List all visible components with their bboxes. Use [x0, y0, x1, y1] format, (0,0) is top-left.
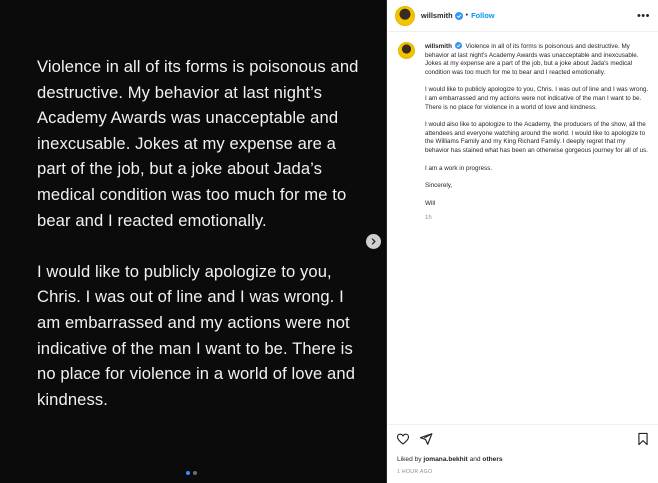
caption-paragraph-5: Sincerely,: [425, 182, 453, 190]
caption-timestamp[interactable]: 1h: [425, 215, 432, 222]
carousel-next-button[interactable]: [366, 234, 381, 249]
carousel-indicator: [186, 471, 197, 475]
post-sidebar: [388, 0, 658, 483]
caption-body: [425, 42, 650, 223]
liked-by-user[interactable]: jomana.bekhit: [423, 456, 468, 463]
action-icons: [396, 432, 433, 446]
image-paragraph-2: I would like to publicly apologize to you, Chris. I was out of line and I was wrong. I am embarrassed and my actions were not indicative of the man I want to be. There is no place for violence in a world of love and kindness.: [37, 261, 356, 409]
post-image-text: [37, 54, 367, 438]
caption-area: [388, 42, 658, 223]
post-timestamp[interactable]: 1 HOUR AGO: [397, 469, 433, 475]
verified-badge-icon: [455, 42, 462, 49]
caption-signature: Will: [425, 199, 436, 207]
header-separator: •: [465, 12, 469, 19]
caption-first-paragraph: Violence in all of its forms is poisonous and destructive. My behavior at last night's Academy Awards was unacceptable and inexcusable. Jokes at my expense are a part of the job, but a joke about Jada's medical condition was too much for me to bear and I reacted emotionally.: [425, 43, 639, 76]
follow-button[interactable]: Follow: [471, 11, 495, 20]
carousel-dot-active: [186, 471, 190, 475]
more-horizontal-icon[interactable]: •••: [636, 10, 650, 22]
bookmark-icon[interactable]: [636, 432, 650, 446]
liked-by-prefix: Liked by: [397, 456, 424, 463]
caption-username[interactable]: willsmith: [425, 43, 452, 50]
post-actions: [388, 424, 658, 483]
liked-by-text: [397, 456, 503, 463]
post-header: [388, 0, 658, 32]
chevron-right-icon: [370, 238, 377, 245]
caption-paragraph-4: I am a work in progress.: [425, 164, 493, 172]
caption-paragraph-3: I would also like to apologize to the Academy, the producers of the show, all the attendees and everyone watching around the world. I would like to apologize to the Williams Family and my King Richard Family. I deeply regret that my behavior has stained what has been an otherwise gorgeous journey for all of us.: [425, 121, 648, 154]
heart-icon[interactable]: [396, 432, 410, 446]
header-username[interactable]: willsmith: [421, 11, 453, 20]
liked-by-others[interactable]: others: [482, 456, 503, 463]
liked-by-and: and: [467, 456, 483, 463]
carousel-dot: [193, 471, 197, 475]
caption-row: [398, 42, 650, 223]
caption-paragraph-2: I would like to publicly apologize to you, Chris. I was out of line and I was wrong. I am embarrassed and my actions were not indicative of the man I want to be. There is no place for violence in a world of love and kindness.: [425, 86, 649, 111]
share-icon[interactable]: [419, 432, 433, 446]
verified-badge-icon: [455, 12, 463, 20]
caption-avatar[interactable]: [398, 42, 415, 59]
image-paragraph-1: Violence in all of its forms is poisonous and destructive. My behavior at last night’s Academy Awards was unacceptable and inexcusable. Jokes at my expense are a part of the job, but a joke about Jada’s medical condition was too much for me to bear and I reacted emotionally.: [37, 57, 359, 230]
avatar[interactable]: [395, 6, 415, 26]
